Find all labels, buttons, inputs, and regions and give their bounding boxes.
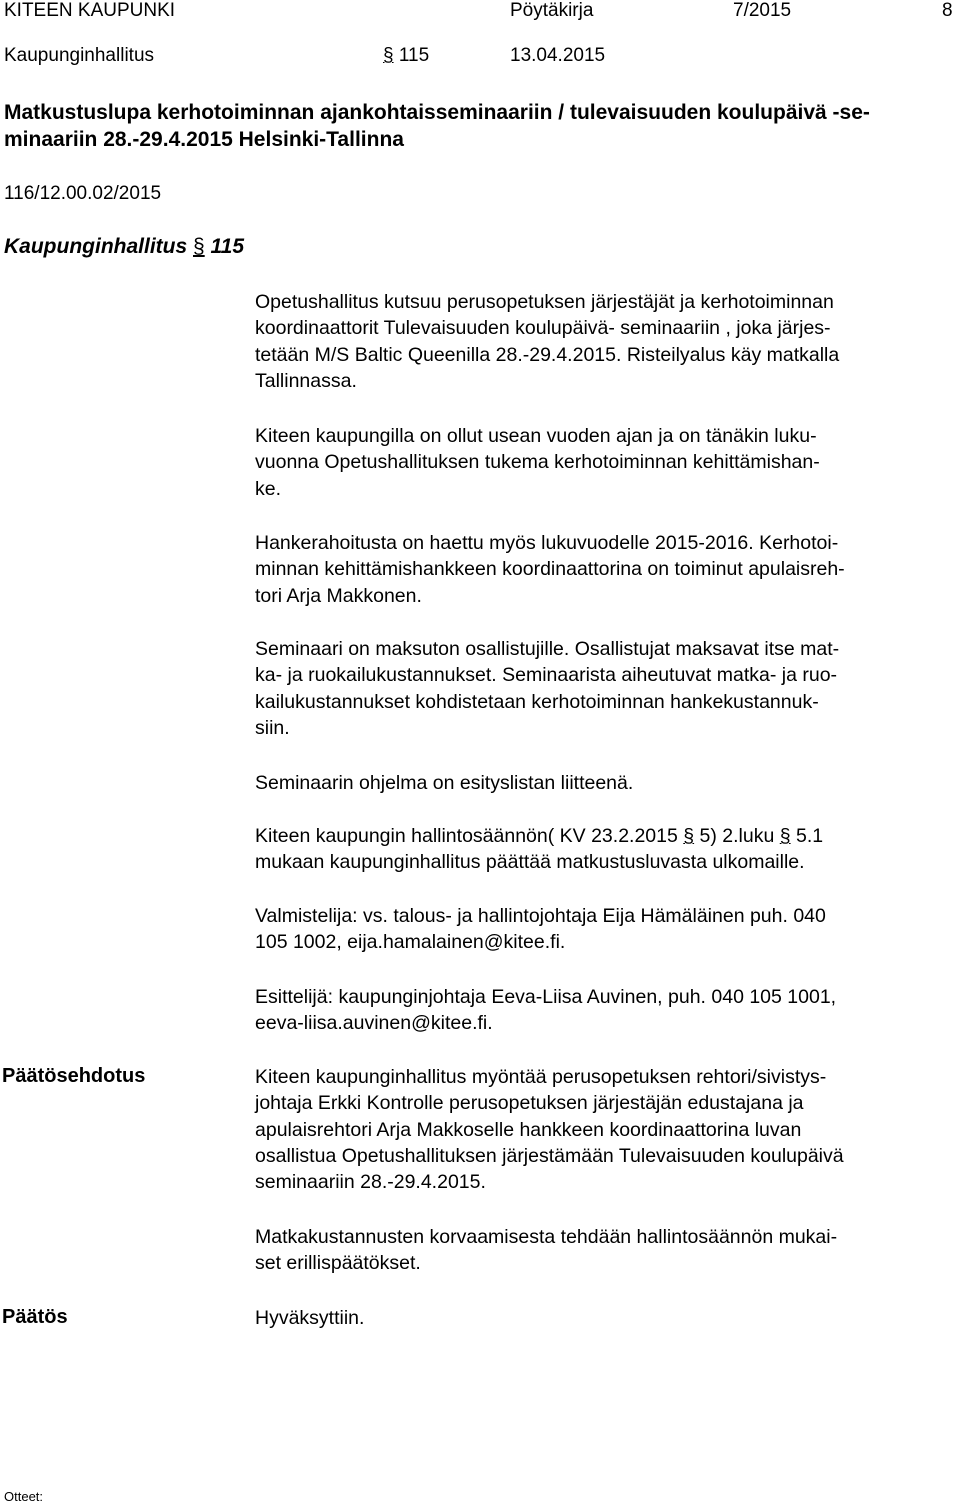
text-line: Matkakustannusten korvaamisesta tehdään hallintosäännön mukai-: [255, 1226, 838, 1248]
text-line: 105 1002, eija.hamalainen@kitee.fi.: [255, 931, 566, 954]
paragraph-preparer: [255, 903, 826, 956]
text-line: tori Arja Makkonen.: [255, 584, 422, 607]
paragraph-regulation: [255, 823, 823, 876]
text-line: Seminaarin ohjelma on esityslistan liitteenä.: [255, 772, 634, 794]
text-line: seminaariin 28.-29.4.2015.: [255, 1171, 486, 1194]
proposal-label: Päätösehdotus: [2, 1065, 146, 1087]
text-line: Opetushallitus kutsuu perusopetuksen järjestäjät ja kerhotoiminnan: [255, 291, 834, 313]
record-id: 116/12.00.02/2015: [4, 183, 162, 204]
body-heading-symbol: §: [193, 235, 205, 258]
text-line: osallistua Opetushallituksen järjestämään Tulevaisuuden koulupäivä: [255, 1144, 844, 1167]
text-line: Valmistelija: vs. talous- ja hallintojohtaja Eija Hämäläinen puh. 040: [255, 905, 826, 927]
paragraph-presenter: [255, 984, 836, 1037]
org-name: KITEEN KAUPUNKI: [4, 0, 176, 21]
footer-label: Otteet:: [4, 1489, 44, 1504]
text-line: Esittelijä: kaupunginjohtaja Eeva-Liisa Auvinen, puh. 040 105 1001,: [255, 986, 837, 1008]
text-line: tetään M/S Baltic Queenilla 28.-29.4.2015. Risteilyalus käy matkalla: [255, 343, 840, 366]
paragraph-funding: [255, 530, 845, 609]
header-body: Kaupunginhallitus: [4, 45, 155, 66]
paragraph-invitation: [255, 289, 839, 394]
decision-text: Hyväksyttiin.: [255, 1307, 365, 1329]
text-line: kailukustannukset kohdistetaan kerhotoiminnan hankekustannuk-: [255, 690, 819, 713]
section-symbol: §: [779, 825, 791, 847]
proposal-text-2: [255, 1224, 837, 1277]
text-line: siin.: [255, 716, 290, 739]
text-line: minnan kehittämishankkeen koordinaattorina on toiminut apulaisreh-: [255, 558, 845, 581]
text-line: Hankerahoitusta on haettu myös lukuvuodelle 2015-2016. Kerhotoi-: [255, 532, 839, 554]
decision-label: Päätös: [2, 1306, 68, 1328]
document-type: Pöytäkirja: [510, 0, 594, 21]
text-line: Tallinnassa.: [255, 369, 357, 392]
paragraph-background: [255, 423, 820, 502]
text-line: ke.: [255, 477, 282, 500]
text-line: Kiteen kaupunginhallitus myöntää perusopetuksen rehtori/sivistys-: [255, 1066, 827, 1088]
paragraph-costs: [255, 636, 839, 741]
paragraph-program: [255, 770, 633, 796]
text-line: set erillispäätökset.: [255, 1252, 421, 1275]
text-line: apulaisrehtori Arja Makkoselle hankkeen koordinaattorina luvan: [255, 1118, 802, 1141]
title-line-1: Matkustuslupa kerhotoiminnan ajankohtaisseminaariin / tulevaisuuden koulupäivä -se-: [4, 101, 870, 124]
text-line: Kiteen kaupungilla on ollut usean vuoden ajan ja on tänäkin luku-: [255, 425, 817, 447]
proposal-text: [255, 1064, 844, 1195]
page-number: 8: [942, 0, 953, 21]
regulation-text-a: Kiteen kaupungin hallintosäännön( KV 23.2.2015: [255, 825, 684, 847]
body-heading-name: Kaupunginhallitus: [4, 235, 188, 258]
header-section: [383, 45, 429, 67]
section-symbol: §: [683, 825, 695, 847]
text-line: ka- ja ruokailukustannukset. Seminaarista aiheutuvat matka- ja ruo-: [255, 664, 838, 687]
section-symbol: §: [383, 45, 394, 66]
text-line: johtaja Erkki Kontrolle perusopetuksen järjestäjän edustajana ja: [255, 1092, 804, 1115]
text-line: Seminaari on maksuton osallistujille. Osallistujat maksavat itse mat-: [255, 638, 840, 660]
text-line: vuonna Opetushallituksen tukema kerhotoiminnan kehittämishan-: [255, 451, 820, 474]
text-line: eeva-liisa.auvinen@kitee.fi.: [255, 1012, 493, 1035]
body-heading-number: 115: [210, 235, 245, 258]
regulation-text-b: 5) 2.luku: [694, 825, 780, 847]
meeting-date: 13.04.2015: [510, 45, 606, 66]
body-heading: [4, 235, 244, 259]
document-number: 7/2015: [733, 0, 792, 21]
regulation-line-2: mukaan kaupunginhallitus päättää matkustusluvasta ulkomaille.: [255, 851, 805, 874]
text-line: koordinaattorit Tulevaisuuden koulupäivä- seminaariin , joka järjes-: [255, 317, 831, 340]
title-line-2: minaariin 28.-29.4.2015 Helsinki-Tallinna: [4, 128, 404, 151]
section-number: 115: [398, 45, 430, 66]
regulation-text-c: 5.1: [790, 825, 824, 847]
regulation-line-1: [255, 823, 823, 849]
